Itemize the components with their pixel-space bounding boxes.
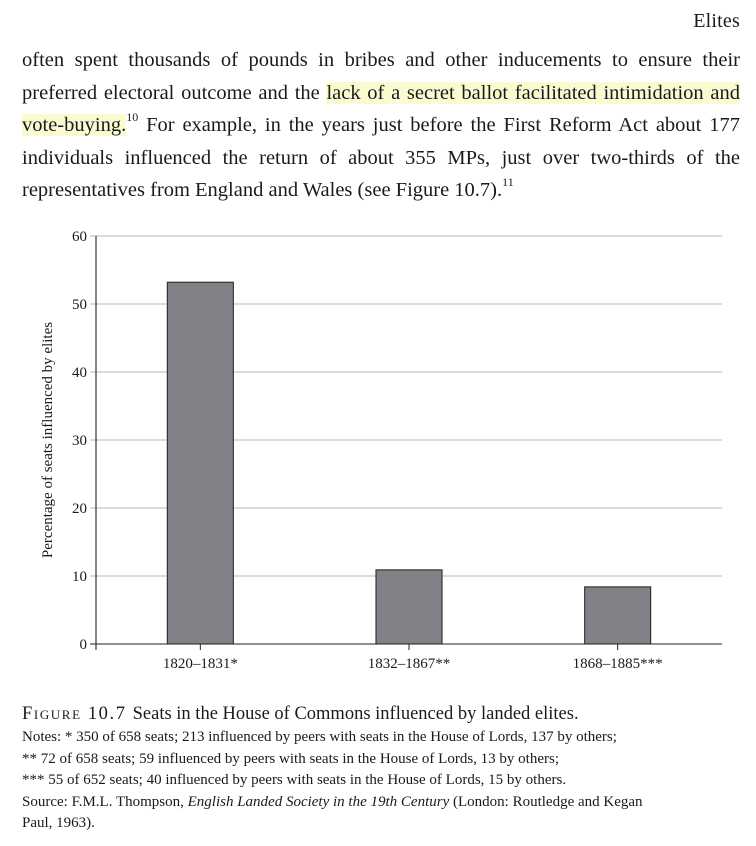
- source-line-2: [22, 813, 742, 835]
- caption-title: Seats in the House of Commons influenced by landed elites.: [132, 704, 579, 724]
- bar-chart: [0, 220, 756, 690]
- y-tick-label: 30: [72, 433, 87, 449]
- figure-caption: [22, 702, 742, 835]
- body-text-part1: often spent thousands of pounds in bribes and other inducements to ensure their preferred electoral outcome and the: [22, 49, 740, 104]
- highlighted-text: lack of a secret ballot facilitated intimidation and vote-buying.: [22, 81, 740, 136]
- source-suffix-part1: (London: Routledge and Kegan: [449, 793, 643, 810]
- note-1: Notes: * 350 of 658 seats; 213 influenced by peers with seats in the House of Lords, 137 by others;: [22, 729, 617, 745]
- x-tick-label: 1868–1885***: [572, 656, 663, 672]
- y-tick-label: 10: [72, 569, 87, 585]
- body-text-part2: For example, in the years just before the First Reform Act about 177 individuals influenced the return of about 355 MPs, just over two-thirds of the representatives from England and Wales (see Figure 10.7).: [22, 114, 740, 201]
- source-prefix: Source: F.M.L. Thompson,: [22, 793, 188, 810]
- y-tick-label: 0: [79, 637, 87, 653]
- running-head: Elites: [693, 10, 740, 32]
- caption-title-line: [22, 702, 742, 726]
- body-paragraph: [22, 44, 740, 207]
- figure-label: Figure 10.7: [22, 704, 127, 724]
- x-tick-label: 1820–1831*: [162, 656, 238, 672]
- source-title: English Landed Society in the 19th Century: [187, 793, 450, 810]
- bar: [376, 570, 442, 644]
- y-axis-label: Percentage of seats influenced by elites: [40, 321, 56, 559]
- y-tick-label: 60: [72, 229, 87, 245]
- footnote-ref-10: 10: [126, 110, 139, 125]
- bar: [585, 587, 651, 644]
- footnote-ref-11: 11: [502, 175, 514, 190]
- y-tick-label: 20: [72, 501, 87, 517]
- source-line: [22, 792, 742, 814]
- note-2: ** 72 of 658 seats; 59 influenced by peers with seats in the House of Lords, 13 by others;: [22, 750, 559, 767]
- note-3: *** 55 of 652 seats; 40 influenced by peers with seats in the House of Lords, 15 by others.: [22, 772, 567, 788]
- figure-notes: [22, 727, 742, 835]
- bar: [167, 282, 233, 644]
- y-tick-label: 50: [72, 297, 87, 313]
- y-tick-label: 40: [72, 365, 87, 381]
- source-suffix: Paul, 1963).: [22, 815, 95, 831]
- x-tick-label: 1832–1867**: [367, 656, 451, 672]
